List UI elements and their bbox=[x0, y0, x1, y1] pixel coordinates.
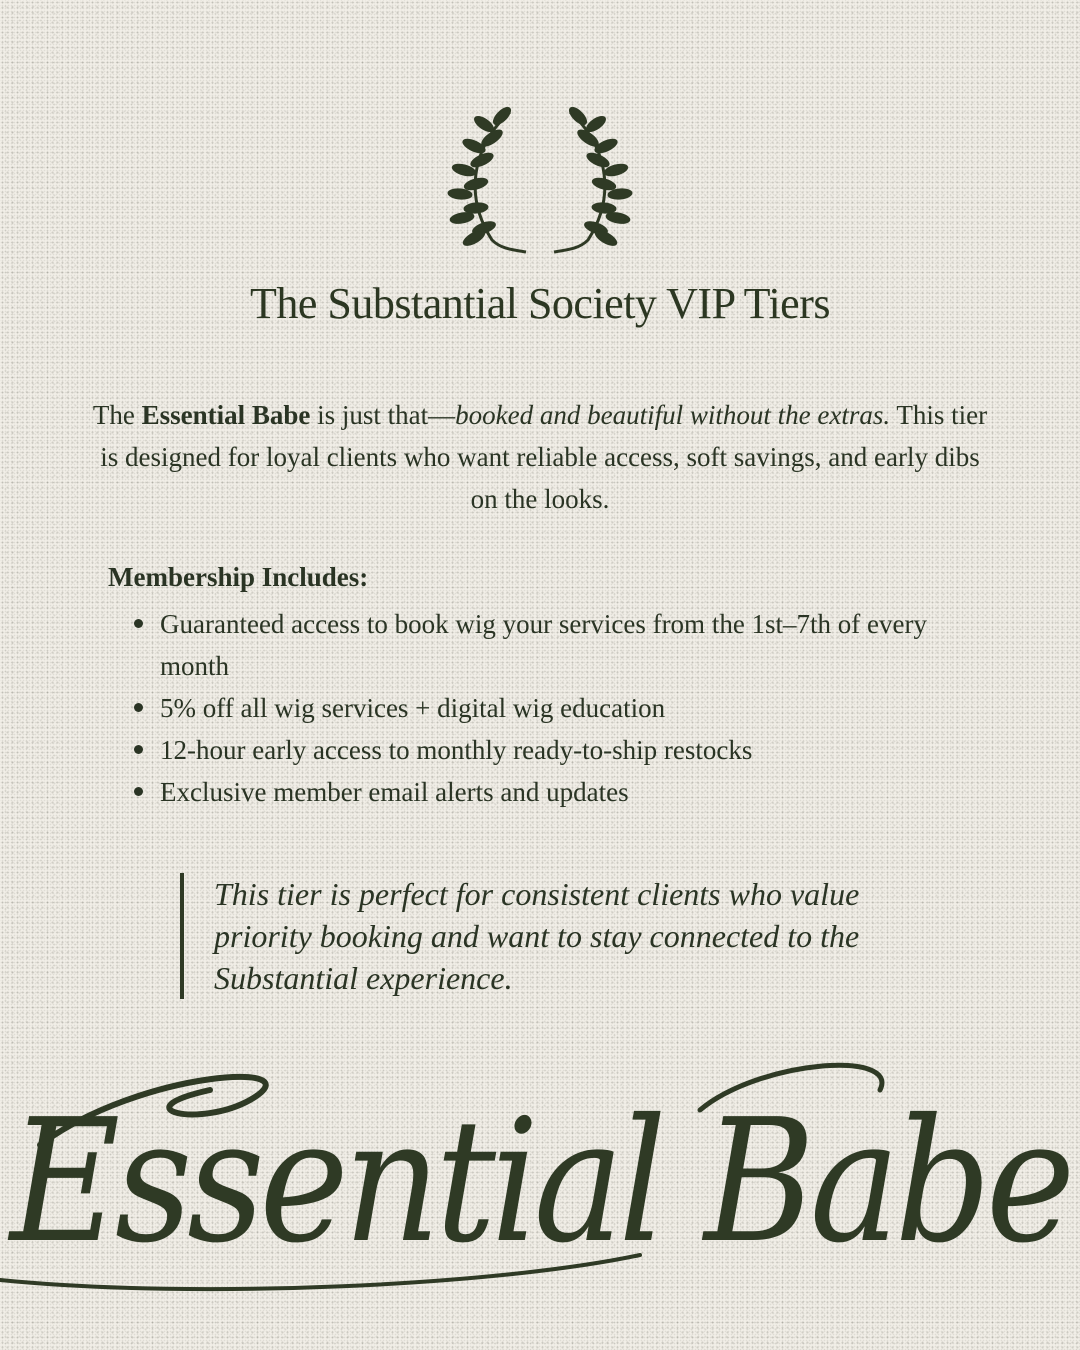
tier-quote: This tier is perfect for consistent clients who value priority booking and want to stay connected to the Substantial experience. bbox=[180, 873, 914, 999]
intro-description: This tier is designed for loyal clients who want reliable access, soft savings, and early dibs on the looks. bbox=[100, 400, 988, 514]
list-item bbox=[108, 687, 938, 729]
bullet-dot-icon bbox=[134, 745, 143, 754]
page-title: The Substantial Society VIP Tiers bbox=[250, 279, 830, 328]
bullet-dot-icon bbox=[134, 619, 143, 628]
laurel-wreath-icon bbox=[440, 100, 640, 260]
membership-list bbox=[108, 603, 938, 813]
script-title-wrap bbox=[0, 1050, 1080, 1310]
list-item-text: 12-hour early access to monthly ready-to-ship restocks bbox=[160, 735, 753, 765]
list-item bbox=[108, 771, 938, 813]
bullet-dot-icon bbox=[134, 787, 143, 796]
intro-prefix: The bbox=[92, 400, 142, 430]
membership-heading: Membership Includes: bbox=[108, 562, 369, 592]
bullet-dot-icon bbox=[134, 703, 143, 712]
list-item-text: Guaranteed access to book wig your services from the 1st–7th of every month bbox=[160, 609, 928, 681]
script-title: Essential Babe bbox=[7, 1083, 1070, 1281]
tier-name: Essential Babe bbox=[141, 400, 311, 430]
list-item bbox=[108, 729, 938, 771]
script-title-graphic bbox=[0, 1050, 1080, 1310]
list-item bbox=[108, 603, 938, 687]
list-item-text: 5% off all wig services + digital wig education bbox=[160, 693, 666, 723]
intro-tagline: booked and beautiful without the extras. bbox=[455, 400, 891, 430]
intro-middle: is just that— bbox=[310, 400, 456, 430]
intro-paragraph bbox=[90, 394, 990, 520]
list-item-text: Exclusive member email alerts and updates bbox=[160, 777, 629, 807]
